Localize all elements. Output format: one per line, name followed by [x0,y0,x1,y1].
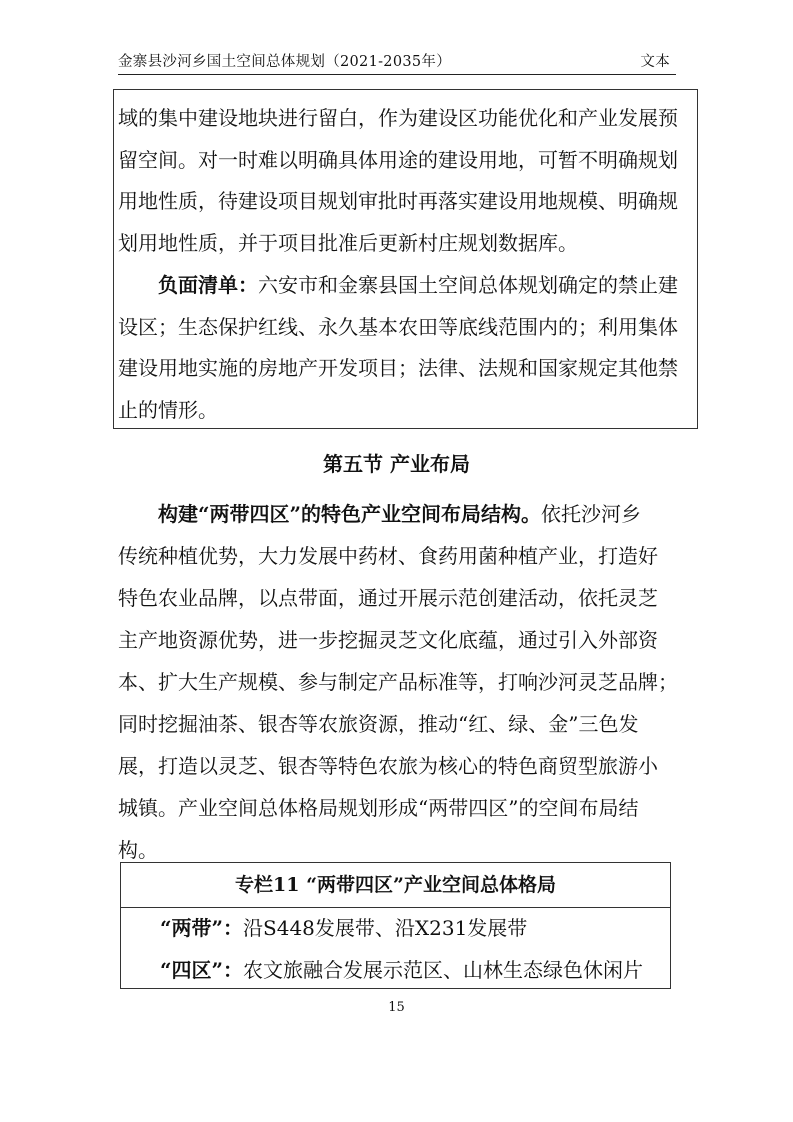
feature-row-text: 农文旅融合发展示范区、山林生态绿色休闲片 [243,958,644,982]
body-line: 设区；生态保护红线、永久基本农田等底线范围内的；利用集体 [118,315,678,339]
feature-row-label: “两带”： [160,916,244,940]
body-line: 主产地资源优势，进一步挖掘灵芝文化底蕴，通过引入外部资 [118,628,658,652]
header-rule [118,74,676,75]
body-line: 本、扩大生产规模、参与制定产品标准等，打响沙河灵芝品牌； [118,670,678,694]
body-line: 特色农业品牌，以点带面，通过开展示范创建活动，依托灵芝 [118,586,658,610]
paragraph-text: 依托沙河乡 [541,502,642,526]
feature-row [160,956,643,984]
feature-row-text: 沿S448发展带、沿X231发展带 [243,916,528,940]
body-line: 展，打造以灵芝、银杏等特色农旅为核心的特色商贸型旅游小 [118,754,658,778]
body-line: 域的集中建设地块进行留白，作为建设区功能优化和产业发展预 [118,106,678,130]
body-line: 同时挖掘油茶、银杏等农旅资源，推动“红、绿、金”三色发 [118,712,639,736]
section-title: 第五节 产业布局 [323,452,470,476]
feature-box-divider [121,907,670,908]
paragraph-lead: 构建“两带四区”的特色产业空间布局结构。 [158,502,542,526]
feature-box-title: 专栏11 “两带四区”产业空间总体格局 [235,874,556,896]
negative-list-line [158,271,678,299]
body-line: 建设用地实施的房地产开发项目；法律、法规和国家规定其他禁 [118,356,678,380]
header-doc-type: 文本 [640,54,670,70]
feature-row-label: “四区”： [160,958,244,982]
body-line: 留空间。对一时难以明确具体用途的建设用地，可暂不明确规划 [118,148,678,172]
negative-list-label: 负面清单： [158,273,258,297]
body-line: 城镇。产业空间总体格局规划形成“两带四区”的空间布局结 [118,796,639,820]
negative-list-text: 六安市和金寨县国土空间总体规划确定的禁止建 [258,273,678,297]
paragraph-first-line [158,500,641,528]
body-line: 用地性质，待建设项目规划审批时再落实建设用地规模、明确规 [118,189,678,213]
page-number: 15 [388,1000,405,1015]
body-line: 传统种植优势，大力发展中药材、食药用菌种植产业，打造好 [118,544,658,568]
body-line: 止的情形。 [118,398,218,422]
body-line: 划用地性质，并于项目批准后更新村庄规划数据库。 [118,231,578,255]
body-line: 构。 [118,838,158,862]
header-title: 金寨县沙河乡国土空间总体规划（2021-2035年） [118,54,452,70]
page-header [118,50,676,72]
feature-row [160,914,527,942]
